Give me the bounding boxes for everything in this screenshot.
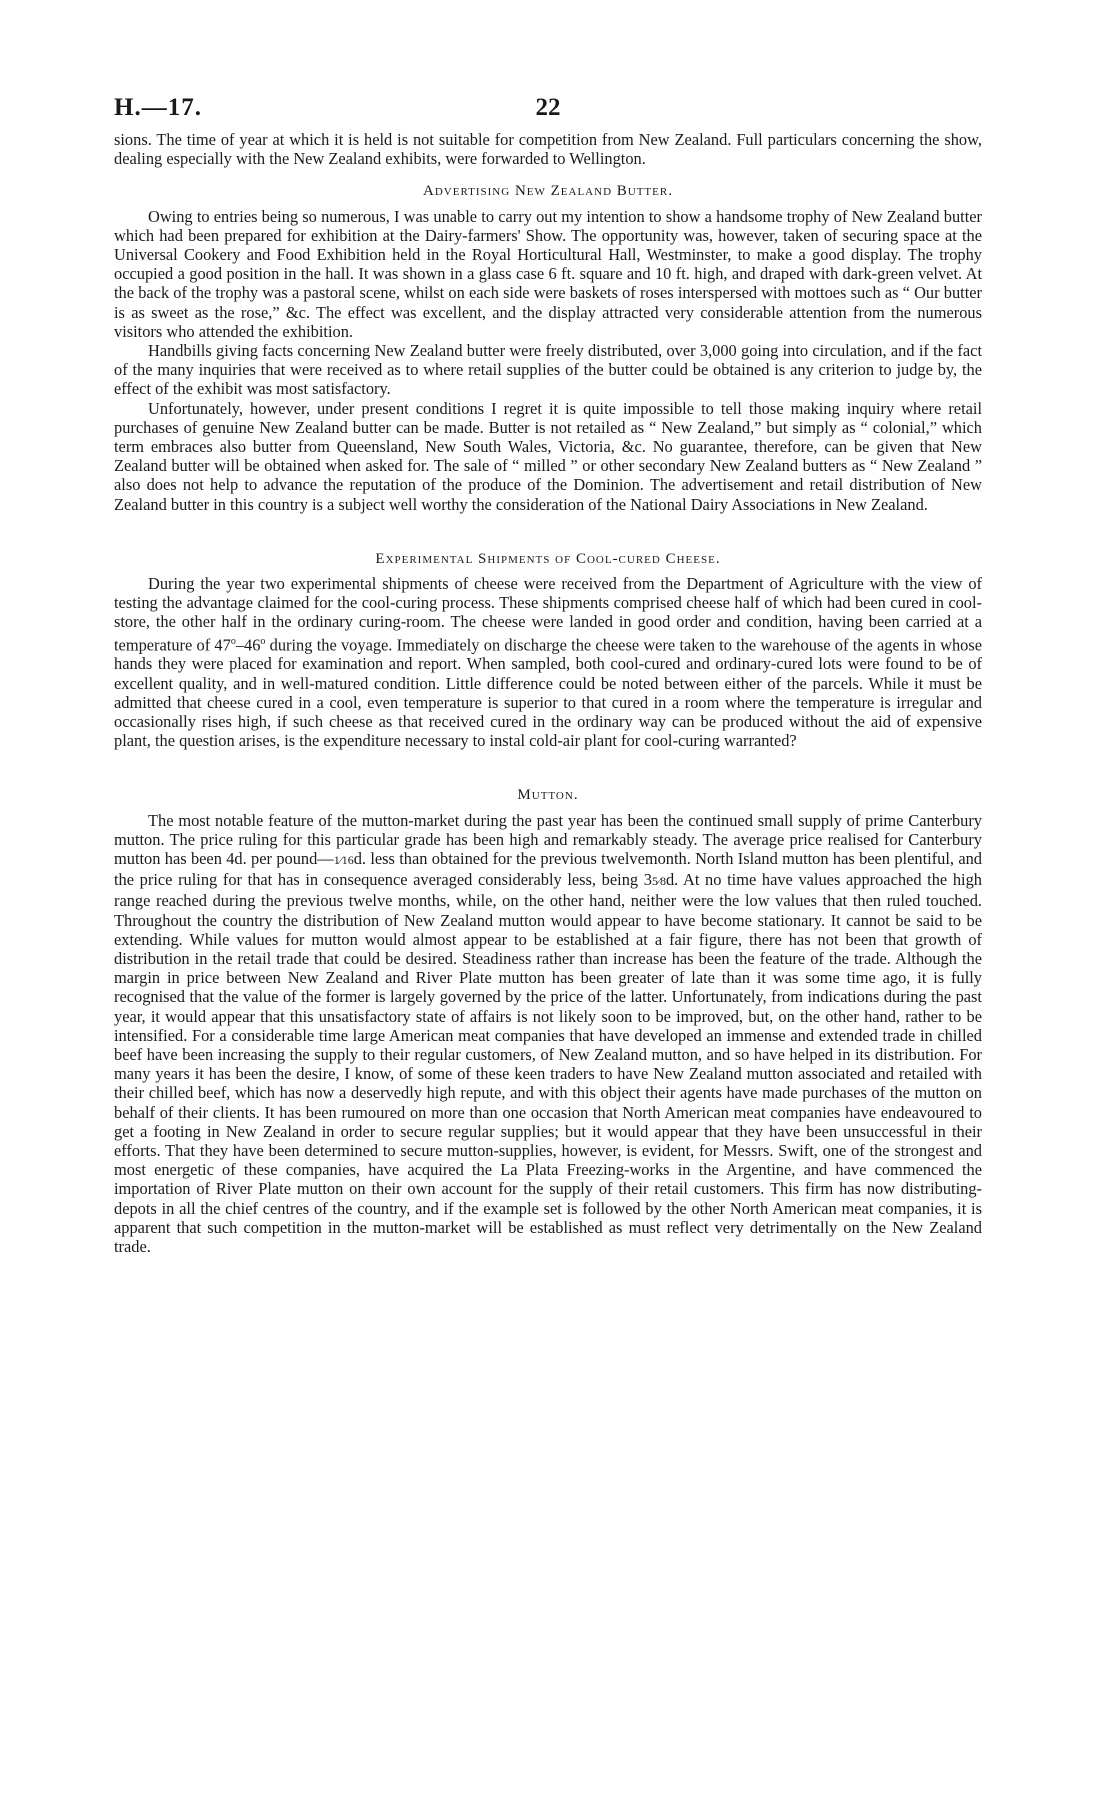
cheese-text-a: During the year two experimental shipments of cheese were received from the Department of Agriculture with the view of testing the advantage claimed for the cool-curing process. These shipments comprised cheese half of which had been cured in cool-store, the other half in the ordinary curing-room. The cheese were landed in good order and condition, having been carried at a temperature of 47	[114, 574, 982, 655]
section-heading-cool-cured-cheese: Experimental Shipments of Cool-cured Cheese.	[375, 550, 721, 567]
mutton-text-b: d. less than obtained for the previous twelvemonth. North Island mutton has been plentiful, and the price ruling for that has in consequence averaged considerably less, being 3	[114, 848, 982, 890]
paragraph-handbills: Handbills giving facts concerning New Zealand butter were freely distributed, over 3,000 going into circulation, and if the fact of the many inquiries that were received as to where retail supplies of the butter could be obtained is any criterion to judge by, the effect of the exhibit was most satisfactory.	[114, 341, 982, 399]
degree-mark: o	[230, 635, 236, 647]
cheese-text-b: during the voyage. Immediately on discharge the cheese were taken to the warehouse of the agents in whose hands they were placed for examination and report. When sampled, both cool-cured and ordinary-cured lots were found to be of excellent quality, and in well-matured condition. Little difference could be noted between either of the parcels. While it must be admitted that cheese cured in a cool, even temperature is superior to that cured in a room where the temperature is irregular and occasionally rises high, if such cheese as that received cured in the ordinary way can be produced without the aid of expensive plant, the question arises, is the expenditure necessary to instal cold-air plant for cool-curing warranted?	[114, 635, 982, 751]
continued-paragraph: sions. The time of year at which it is held is not suitable for competition from New Zealand. Full particulars concerning the show, dealing especially with the New Zealand exhibits, were forwarded to Wellington.	[114, 130, 982, 169]
fraction-sixteenth: 1⁄16	[333, 852, 354, 867]
mutton-text-c: d. At no time have values approached the high range reached during the previous twelve months, while, on the other hand, neither were the low values that then ruled touched. Throughout the country the distribution of New Zealand mutton would appear to have become stationary. It cannot be said to be extending. While values for mutton would almost appear to be established at a fair figure, there has not been that growth of distribution in the retail trade that could be desired. Steadiness rather than increase has been the feature of the trade. Although the margin in price between New Zealand and River Plate mutton has been greater of late than it was some time ago, it is fully recognised that the value of the former is largely governed by the price of the latter. Unfortunately, from indications during the past year, it would appear that this unsatisfactory state of affairs is not likely soon to be improved, but, on the other hand, rather to be intensified. For a considerable time large American meat companies that have developed an immense and extended trade in chilled beef have been increasing the supply to their regular customers, of New Zealand mutton, and so have helped in its distribution. For many years it has been the desire, I know, of some of these keen traders to have New Zealand mutton associated and retailed with their chilled beef, which has now a deservedly high repute, and with this object their agents have made purchases of the mutton on behalf of their clients. It has been rumoured on more than one occasion that North American meat companies have endeavoured to get a footing in New Zealand in order to secure regular supplies; but it would appear that they have been unsuccessful in their efforts. That they have been determined to secure mutton-supplies, however, is evident, for Messrs. Swift, one of the strongest and most energetic of these companies, have acquired the La Plata Freezing-works in the Argentine, and have commenced the importation of River Plate mutton on their own account for the supply of their retail customers. This firm has now distributing-depots in all the chief centres of the country, and if the example set is followed by the other North American meat companies, it is apparent that such competition in the mutton-market will be established as must reflect very detrimentally on the New Zealand trade.	[114, 870, 982, 1257]
section-heading-mutton: Mutton.	[517, 787, 579, 804]
fraction-five-eighths: 5⁄8	[651, 874, 666, 889]
cheese-temp-range: –46	[235, 635, 261, 655]
page-number: 22	[535, 94, 561, 121]
paragraph-cheese-shipments	[114, 574, 982, 750]
paragraph-retail-issue: Unfortunately, however, under present conditions I regret it is quite impossible to tell those making inquiry where retail purchases of genuine New Zealand butter can be made. Butter is not retailed as “ New Zealand,” but simply as “ colonial,” which term embraces also butter from Queensland, New South Wales, Victoria, &c. No guarantee, therefore, can be given that New Zealand butter will be obtained when asked for. The sale of “ milled ” or other secondary New Zealand butters as “ New Zealand ” also does not help to advance the reputation of the produce of the Dominion. The advertisement and retail distribution of New Zealand butter in this country is a subject well worthy the consideration of the National Dairy Associations in New Zealand.	[114, 398, 982, 514]
running-header	[114, 90, 982, 130]
section-heading-advertising-butter: Advertising New Zealand Butter.	[423, 183, 673, 200]
paragraph-trophy: Owing to entries being so numerous, I was unable to carry out my intention to show a handsome trophy of New Zealand butter which had been prepared for exhibition at the Dairy-farmers' Show. The opportunity was, however, taken of securing space at the Universal Cookery and Food Exhibition held in the Royal Horticultural Hall, Westminster, to make a good display. The trophy occupied a good position in the hall. It was shown in a glass case 6 ft. square and 10 ft. high, and draped with dark-green velvet. At the back of the trophy was a pastoral scene, whilst on each side were baskets of roses interspersed with mottoes such as “ Our butter is as sweet as the rose,” &c. The effect was excellent, and the display attracted very considerable attention from the numerous visitors who attended the exhibition.	[114, 206, 982, 341]
document-reference: H.—17.	[114, 94, 202, 121]
paragraph-mutton-market	[114, 811, 982, 1257]
body-text	[114, 130, 982, 1256]
degree-mark: o	[260, 635, 266, 647]
mutton-text-a: The most notable feature of the mutton-market during the past year has been the continued small supply of prime Canterbury mutton. The price ruling for this particular grade has been high and remarkably steady. The average price realised for Canterbury mutton has been 4d. per pound—	[114, 810, 982, 868]
